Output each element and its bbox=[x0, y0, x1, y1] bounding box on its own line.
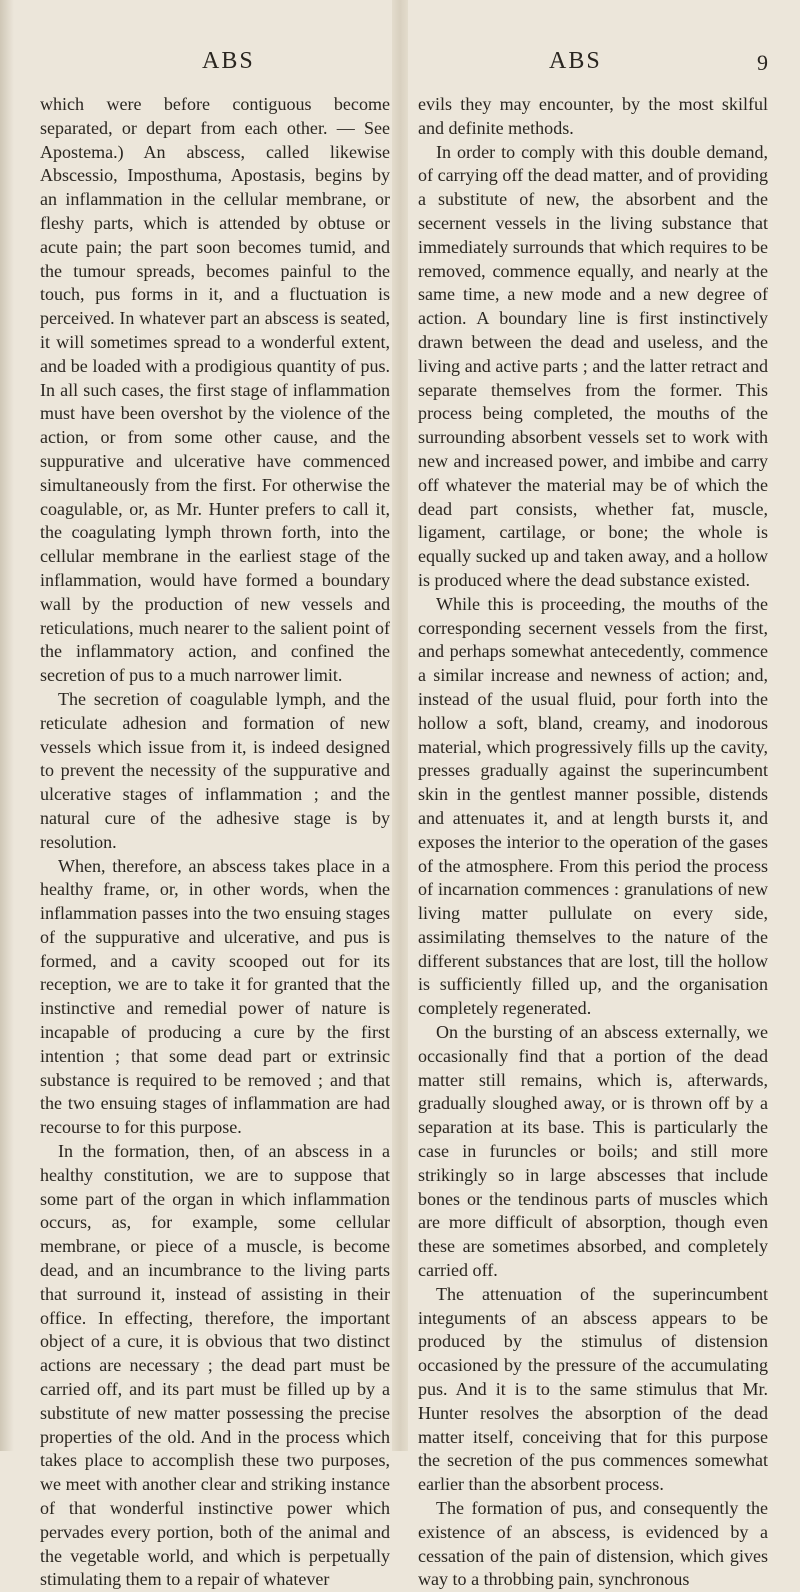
left-running-head: ABS bbox=[202, 48, 255, 74]
paragraph: evils they may encounter, by the most skilful and definite methods. bbox=[418, 94, 768, 138]
right-running-head: ABS bbox=[549, 48, 602, 74]
page-edge-shadow bbox=[0, 0, 14, 1451]
page-number: 9 bbox=[757, 50, 768, 75]
paragraph: The attenuation of the superincumbent integuments of an abscess appears to be produced by the stimulus of distension occasioned by the pressure of the accumulating pus. And it is to the same stimulus that Mr. Hunter resolves the absorption of the dead matter itself, conceiving that for this purpose the secretion of the pus commences somewhat earlier than the absorbent process. bbox=[418, 1283, 768, 1495]
paragraph: The formation of pus, and consequently the existence of an abscess, is evidenced by a cessation of the pain of distension, which gives way to a throbbing pain, synchronous bbox=[418, 1498, 768, 1590]
paragraph: In the formation, then, of an abscess in a healthy constitution, we are to suppose that some part of the organ in which inflammation occurs, as, for example, some cellular membrane, or piece of a muscle, is become dead, and an incumbrance to the living parts that surround it, instead of assisting in their office. In effecting, therefore, the important object of a cure, it is obvious that two distinct actions are necessary ; the dead part must be carried off, and its part must be filled up by a substitute of new matter possessing the precise properties of the old. And in the process which takes place to accomplish these two purposes, we meet with another clear and striking instance of that wonderful instinctive power which pervades every portion, both of the animal and the vegetable world, and which is perpetually stimulating them to a repair of whatever bbox=[40, 1141, 390, 1590]
paragraph: While this is proceeding, the mouths of the corresponding secernent vessels from the first, and perhaps somewhat antecedently, commence a similar increase and newness of action; and, instead of the usual fluid, pour forth into the hollow a soft, bland, creamy, and inodorous material, which progressively fills up the cavity, presses gradually against the superincumbent skin in the gentlest manner possible, distends and attenuates it, and at length bursts it, and exposes the interior to the operation of the gases of the atmosphere. From this period the process of incarnation commences : granulations of new living matter pullulate on every side, assimilating themselves to the nature of the different substances that are lost, till the hollow is sufficiently filled up, and the organisation completely regenerated. bbox=[418, 593, 768, 1019]
book-gutter bbox=[392, 0, 408, 1451]
paragraph: On the bursting of an abscess externally, we occasionally find that a portion of the dead matter still remains, which is, afterwards, gradually sloughed away, or is thrown off by a separation at its base. This is particularly the case in furuncles or boils; and still more strikingly so in large abscesses that include bones or the tendinous parts of muscles which are more difficult of absorption, though even these are sometimes absorbed, and completely carried off. bbox=[418, 1022, 768, 1281]
right-column-text bbox=[418, 93, 768, 1590]
paragraph: The secretion of coagulable lymph, and the reticulate adhesion and formation of new vessels which issue from it, is indeed designed to prevent the necessity of the suppurative and ulcerative stages of inflammation ; and the natural cure of the adhesive stage is by resolution. bbox=[40, 688, 390, 852]
paragraph: In order to comply with this double demand, of carrying off the dead matter, and of providing a substitute of new, the absorbent and the secernent vessels in the living substance that immediately surrounds that which requires to be removed, commence equally, and nearly at the same time, a new mode and a new degree of action. A boundary line is first instinctively drawn between the dead and useless, and the living and active parts ; and the latter retract and separate themselves from the former. This process being completed, the mouths of the surrounding absorbent vessels set to work with new and increased power, and imbibe and carry off whatever the material may be of which the dead part consists, whether fat, muscle, ligament, cartilage, or bone; the whole is equally sucked up and taken away, and a hollow is produced where the dead substance existed. bbox=[418, 141, 768, 590]
paragraph: When, therefore, an abscess takes place in a healthy frame, or, in other words, when the inflammation passes into the two ensuing stages of the suppurative and ulcerative, and pus is formed, and a cavity scooped out for its reception, we are to take it for granted that the instinctive and remedial power of nature is incapable of producing a cure by the first intention ; that some dead part or extrinsic substance is required to be removed ; and that the two ensuing stages of inflammation are had recourse to for this purpose. bbox=[40, 855, 390, 1138]
paragraph: which were before contiguous become separated, or depart from each other. — See Apostema.) An abscess, called likewise Abscessio, Imposthuma, Apostasis, begins by an inflammation in the cellular membrane, or fleshy parts, which is attended by obtuse or acute pain; the part soon becomes tumid, and the tumour spreads, becomes painful to the touch, pus forms in it, and a fluctuation is perceived. In whatever part an abscess is seated, it will sometimes spread to a wonderful extent, and be loaded with a prodigious quantity of pus. In all such cases, the first stage of inflammation must have been overshot by the violence of the action, or from some other cause, and the suppurative and ulcerative have commenced simultaneously from the first. For otherwise the coagulable, or, as Mr. Hunter prefers to call it, the coagulating lymph thrown forth, into the cellular membrane in the earliest stage of the inflammation, would have formed a boundary wall by the production of new vessels and reticulations, much nearer to the salient point of the inflammatory action, and confined the secretion of pus to a much narrower limit. bbox=[40, 94, 390, 686]
left-column-text bbox=[40, 93, 390, 1590]
